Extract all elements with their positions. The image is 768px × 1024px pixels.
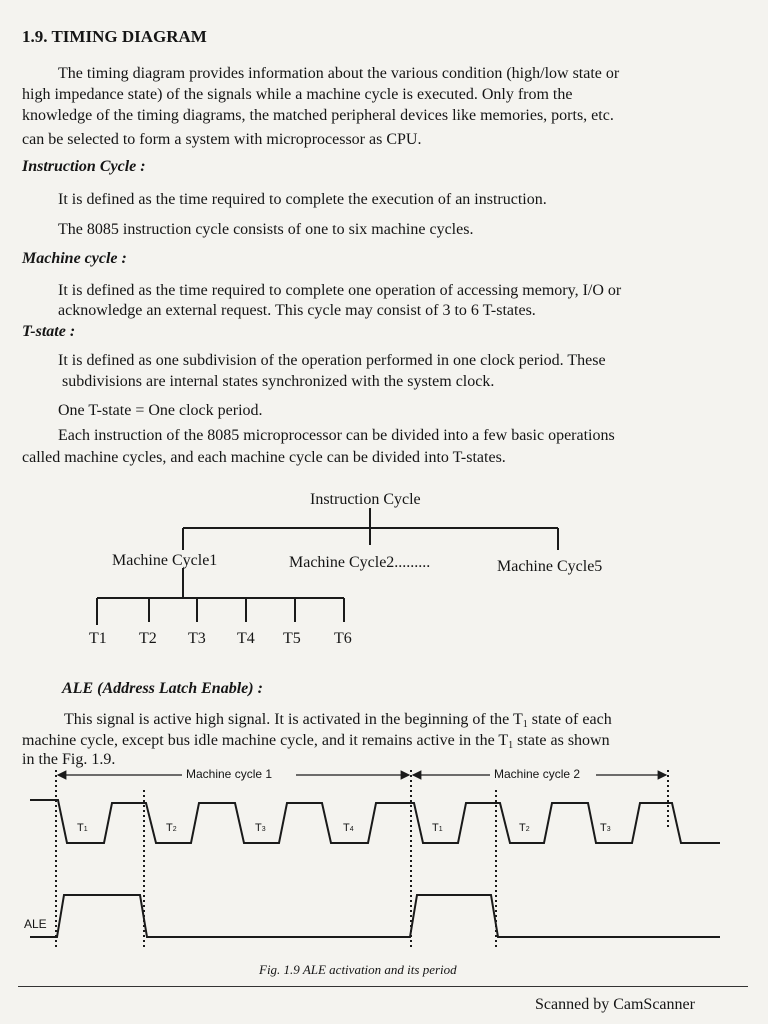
intro-line-3: knowledge of the timing diagrams, the matched peripheral devices like memories, ports, etc. [22,107,614,124]
ale-waveform [30,895,720,937]
scanner-watermark: Scanned by CamScanner [535,996,695,1013]
machine-cycle-line-2: acknowledge an external request. This cycle may consist of 3 to 6 T-states. [58,302,536,319]
instruction-cycle-line-1: It is defined as the time required to complete the execution of an instruction. [58,191,547,208]
t-state-line-4: Each instruction of the 8085 microprocessor can be divided into a few basic operations [58,427,615,444]
section-title: TIMING DIAGRAM [51,27,207,46]
tree-machine-cycle-5: Machine Cycle5 [497,558,603,575]
clock-t-label-7: T3 [600,822,611,834]
instruction-cycle-line-2: The 8085 instruction cycle consists of one to six machine cycles. [58,221,474,238]
instruction-cycle-heading: Instruction Cycle : [22,158,146,175]
tree-t-state-5: T5 [283,630,301,647]
machine-cycle-2-label: Machine cycle 2 [494,767,581,781]
machine-cycle-heading: Machine cycle : [22,250,127,267]
clock-t-label-6: T2 [519,822,530,834]
t-state-line-2: subdivisions are internal states synchronized with the system clock. [62,373,495,390]
t-state-line-3: One T-state = One clock period. [58,402,263,419]
t-state-heading: T-state : [22,323,76,340]
cycle-boundaries [56,770,668,950]
t-state-line-5: called machine cycles, and each machine cycle can be divided into T-states. [22,449,506,466]
ale-line-2: machine cycle, except bus idle machine cycle, and it remains active in the $T_1$ state as shown [22,732,610,751]
section-number: 1.9. [22,27,48,46]
tree-root-instruction-cycle: Instruction Cycle [310,491,421,508]
clock-waveform [30,800,720,843]
machine-cycle-1-label: Machine cycle 1 [186,767,273,781]
ale-line-1: This signal is active high signal. It is activated in the beginning of the $T_1$ state of each [64,711,612,730]
intro-line-1: The timing diagram provides information about the various condition (high/low state or [58,65,620,82]
ale-signal-label: ALE [24,917,47,931]
tree-t-state-1: T1 [89,630,107,647]
clock-t-label-2: T2 [166,822,177,834]
clock-t-label-4: T4 [343,822,354,834]
ale-line-3: in the Fig. 1.9. [22,751,116,768]
machine-cycle-line-1: It is defined as the time required to complete one operation of accessing memory, I/O or [58,282,622,299]
tree-t-state-3: T3 [188,630,206,647]
t-state-line-1: It is defined as one subdivision of the operation performed in one clock period. These [58,352,606,369]
tree-t-state-4: T4 [237,630,255,647]
clock-t-label-3: T3 [255,822,266,834]
tree-t-state-6: T6 [334,630,352,647]
intro-line-4: can be selected to form a system with microprocessor as CPU. [22,131,422,148]
tree-machine-cycle-1: Machine Cycle1 [112,552,218,569]
tree-machine-cycle-2: Machine Cycle2......... [289,554,431,571]
ale-heading: ALE (Address Latch Enable) : [62,680,263,697]
intro-line-2: high impedance state) of the signals while a machine cycle is executed. Only from the [22,86,573,103]
figure-caption: Fig. 1.9 ALE activation and its period [259,962,457,977]
tree-t-state-2: T2 [139,630,157,647]
footer-divider [18,986,748,987]
clock-t-label-1: T1 [77,822,88,834]
clock-t-label-5: T1 [432,822,443,834]
